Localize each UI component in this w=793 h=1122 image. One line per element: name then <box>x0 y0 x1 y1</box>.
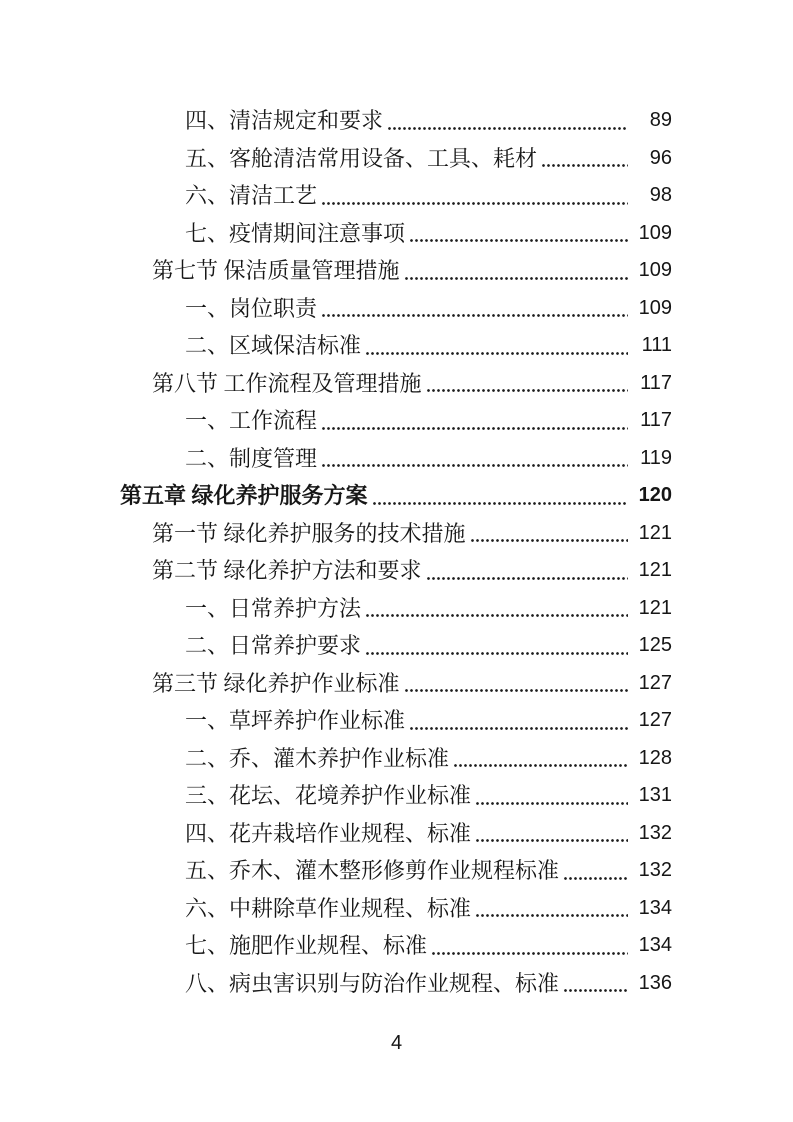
toc-entry-title: 一、岗位职责 <box>185 295 318 321</box>
toc-entry-title: 第三节 绿化养护作业标准 <box>152 670 400 696</box>
toc-dot-leader <box>541 140 628 178</box>
toc-entry-item[interactable] <box>0 327 793 365</box>
toc-entry-title: 二、区域保洁标准 <box>185 333 362 358</box>
toc-entry-item[interactable] <box>0 290 793 328</box>
toc-entry-title: 六、中耕除草作业规程、标准 <box>185 895 472 921</box>
toc-dot-leader <box>475 777 628 815</box>
toc-entry-page: 132 <box>638 821 672 844</box>
toc-dot-leader <box>426 552 628 590</box>
toc-entry-section[interactable] <box>0 365 793 403</box>
toc-entry-page: 136 <box>638 971 672 994</box>
toc-dot-leader <box>431 927 628 965</box>
toc-dot-leader <box>453 740 628 778</box>
toc-dot-leader <box>409 702 628 740</box>
toc-entry-page: 109 <box>638 259 672 281</box>
toc-entry-page: 121 <box>638 596 672 619</box>
toc-entry-title: 七、施肥作业规程、标准 <box>185 933 428 958</box>
toc-dot-leader <box>365 627 628 665</box>
toc-entry-title: 七、疫情期间注意事项 <box>185 220 406 246</box>
toc-dot-leader <box>426 365 628 403</box>
toc-entry-item[interactable] <box>0 890 793 928</box>
toc-entry-title: 第八节 工作流程及管理措施 <box>152 370 422 396</box>
toc-dot-leader <box>409 215 628 253</box>
toc-entry-item[interactable] <box>0 740 793 778</box>
toc-entry-title: 二、乔、灌木养护作业标准 <box>185 745 450 771</box>
toc-entry-item[interactable] <box>0 102 793 140</box>
toc-dot-leader <box>475 890 628 928</box>
toc-entry-item[interactable] <box>0 215 793 253</box>
toc-entry-page: 128 <box>638 746 672 769</box>
toc-dot-leader <box>475 815 628 853</box>
toc-entry-title: 第七节 保洁质量管理措施 <box>152 258 400 283</box>
toc-entry-section[interactable] <box>0 552 793 590</box>
toc-entry-page: 121 <box>638 559 672 581</box>
toc-entry-section[interactable] <box>0 665 793 703</box>
toc-entry-chapter[interactable] <box>0 477 793 515</box>
toc-dot-leader <box>372 477 628 515</box>
toc-dot-leader <box>387 102 628 140</box>
toc-entry-item[interactable] <box>0 852 793 890</box>
toc-entry-page: 117 <box>640 409 672 431</box>
toc-entry-item[interactable] <box>0 815 793 853</box>
toc-entry-page: 125 <box>638 634 672 656</box>
toc-entry-title: 一、草坪养护作业标准 <box>185 708 406 733</box>
toc-entry-page: 119 <box>640 446 672 469</box>
toc-entry-title: 四、花卉栽培作业规程、标准 <box>185 820 472 846</box>
toc-entry-title: 二、制度管理 <box>185 445 318 471</box>
toc-entry-page: 117 <box>640 371 672 394</box>
toc-entry-page: 132 <box>638 859 672 881</box>
toc-entry-page: 96 <box>649 146 672 169</box>
toc-dot-leader <box>404 665 628 703</box>
toc-entry-item[interactable] <box>0 140 793 178</box>
toc-entry-title: 六、清洁工艺 <box>185 183 318 208</box>
toc-entry-page: 127 <box>638 709 672 731</box>
toc-entry-page: 120 <box>638 484 672 506</box>
toc-entry-item[interactable] <box>0 965 793 1003</box>
toc-dot-leader <box>365 327 628 365</box>
toc-dot-leader <box>321 177 628 215</box>
toc-entry-title: 八、病虫害识别与防治作业规程、标准 <box>185 970 560 996</box>
toc-entry-item[interactable] <box>0 927 793 965</box>
toc-entry-title: 第一节 绿化养护服务的技术措施 <box>152 520 466 546</box>
toc-entry-title: 一、工作流程 <box>185 408 318 433</box>
toc-entry-page: 109 <box>638 296 672 319</box>
toc-entry-page: 111 <box>641 334 672 356</box>
toc-dot-leader <box>470 515 628 553</box>
toc-entry-page: 134 <box>638 896 672 919</box>
toc-entry-item[interactable] <box>0 777 793 815</box>
toc-entry-item[interactable] <box>0 402 793 440</box>
toc-entry-page: 109 <box>638 221 672 244</box>
toc-dot-leader <box>321 290 628 328</box>
toc-entry-page: 127 <box>638 671 672 694</box>
toc-entry-page: 98 <box>649 184 672 206</box>
toc-entry-item[interactable] <box>0 627 793 665</box>
toc-dot-leader <box>321 402 628 440</box>
toc-entry-item[interactable] <box>0 702 793 740</box>
toc-dot-leader <box>404 252 628 290</box>
toc-entry-page: 89 <box>649 109 672 131</box>
toc-entry-title: 三、花坛、花境养护作业标准 <box>185 783 472 808</box>
toc-entry-item[interactable] <box>0 590 793 628</box>
toc-entry-title: 五、乔木、灌木整形修剪作业规程标准 <box>185 858 560 883</box>
toc-entry-page: 134 <box>638 934 672 956</box>
toc-dot-leader <box>365 590 628 628</box>
toc-entry-item[interactable] <box>0 440 793 478</box>
toc-entry-section[interactable] <box>0 252 793 290</box>
toc-entry-item[interactable] <box>0 177 793 215</box>
table-of-contents <box>0 102 793 1002</box>
toc-entry-title: 第五章 绿化养护服务方案 <box>120 483 368 508</box>
toc-entry-title: 二、日常养护要求 <box>185 633 362 658</box>
toc-entry-page: 121 <box>638 521 672 544</box>
toc-entry-title: 一、日常养护方法 <box>185 595 362 621</box>
toc-entry-title: 第二节 绿化养护方法和要求 <box>152 558 422 583</box>
toc-entry-title: 五、客舱清洁常用设备、工具、耗材 <box>185 145 538 171</box>
toc-dot-leader <box>563 965 628 1003</box>
footer-page-number: 4 <box>390 1032 403 1054</box>
toc-entry-page: 131 <box>638 784 672 806</box>
toc-entry-section[interactable] <box>0 515 793 553</box>
toc-dot-leader <box>563 852 628 890</box>
toc-dot-leader <box>321 440 628 478</box>
toc-entry-title: 四、清洁规定和要求 <box>185 108 384 133</box>
